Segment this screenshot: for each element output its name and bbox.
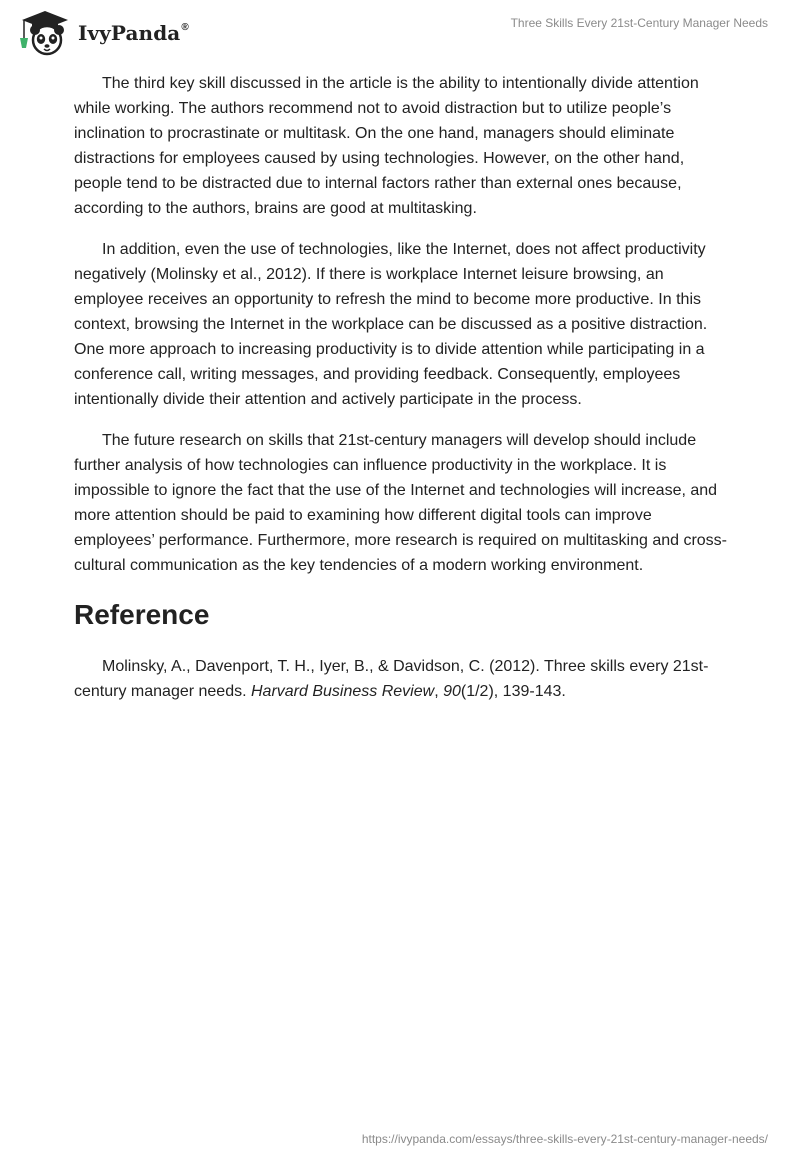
page-header xyxy=(0,0,800,62)
source-url[interactable]: https://ivypanda.com/essays/three-skills-every-21st-century-manager-needs/ xyxy=(361,1132,768,1146)
registered-mark: ® xyxy=(181,22,189,34)
reference-heading: Reference xyxy=(74,599,210,630)
body-paragraph: In addition, even the use of technologies, like the Internet, does not affect productivity negatively (Molinsky et al., 2012). If there is workplace Internet leisure browsing, an employee receives an opportunity to refresh the mind to become more productive. In this context, browsing the Internet in the workplace can be discussed as a positive distraction. One more approach to increasing productivity is to divide attention while participating in a conference call, writing messages, and providing feedback. Consequently, employees intentionally divide their attention and actively participate in the process. xyxy=(74,241,708,408)
body-paragraph: The future research on skills that 21st-century managers will develop should include further analysis of how technologies can influence productivity in the workplace. It is impossible to ignore the fact that the use of the Internet and technologies will increase, and more attention should be paid to examining how different digital tools can improve employees’ performance. Furthermore, more research is required on multitasking and cross-cultural communication as the key tendencies of a modern working environment. xyxy=(74,432,728,574)
reference-authors-title: Molinsky, A., Davenport, T. H., Iyer, B., & Davidson, C. (2012). Three skills every 21st-century manager needs. xyxy=(74,658,709,700)
panda-graduate-icon xyxy=(14,8,76,58)
essay-content xyxy=(74,71,734,720)
ivypanda-logo[interactable] xyxy=(14,8,189,58)
reference-entry xyxy=(74,654,734,704)
logo-wordmark xyxy=(78,21,189,45)
reference-separator: , xyxy=(434,683,444,700)
logo-name: IvyPanda xyxy=(78,21,181,45)
document-title: Three Skills Every 21st-Century Manager Needs xyxy=(510,16,768,30)
reference-journal: Harvard Business Review xyxy=(251,683,435,700)
body-paragraph: The third key skill discussed in the article is the ability to intentionally divide attention while working. The authors recommend not to avoid distraction but to utilize people’s inclination to procrastinate or multitask. On the one hand, managers should eliminate distractions for employees caused by using technologies. However, on the other hand, people tend to be distracted due to internal factors rather than external ones because, according to the authors, brains are good at multitasking. xyxy=(74,75,699,217)
reference-volume: 90 xyxy=(443,683,461,700)
reference-issue-pages: (1/2), 139-143. xyxy=(460,683,566,700)
